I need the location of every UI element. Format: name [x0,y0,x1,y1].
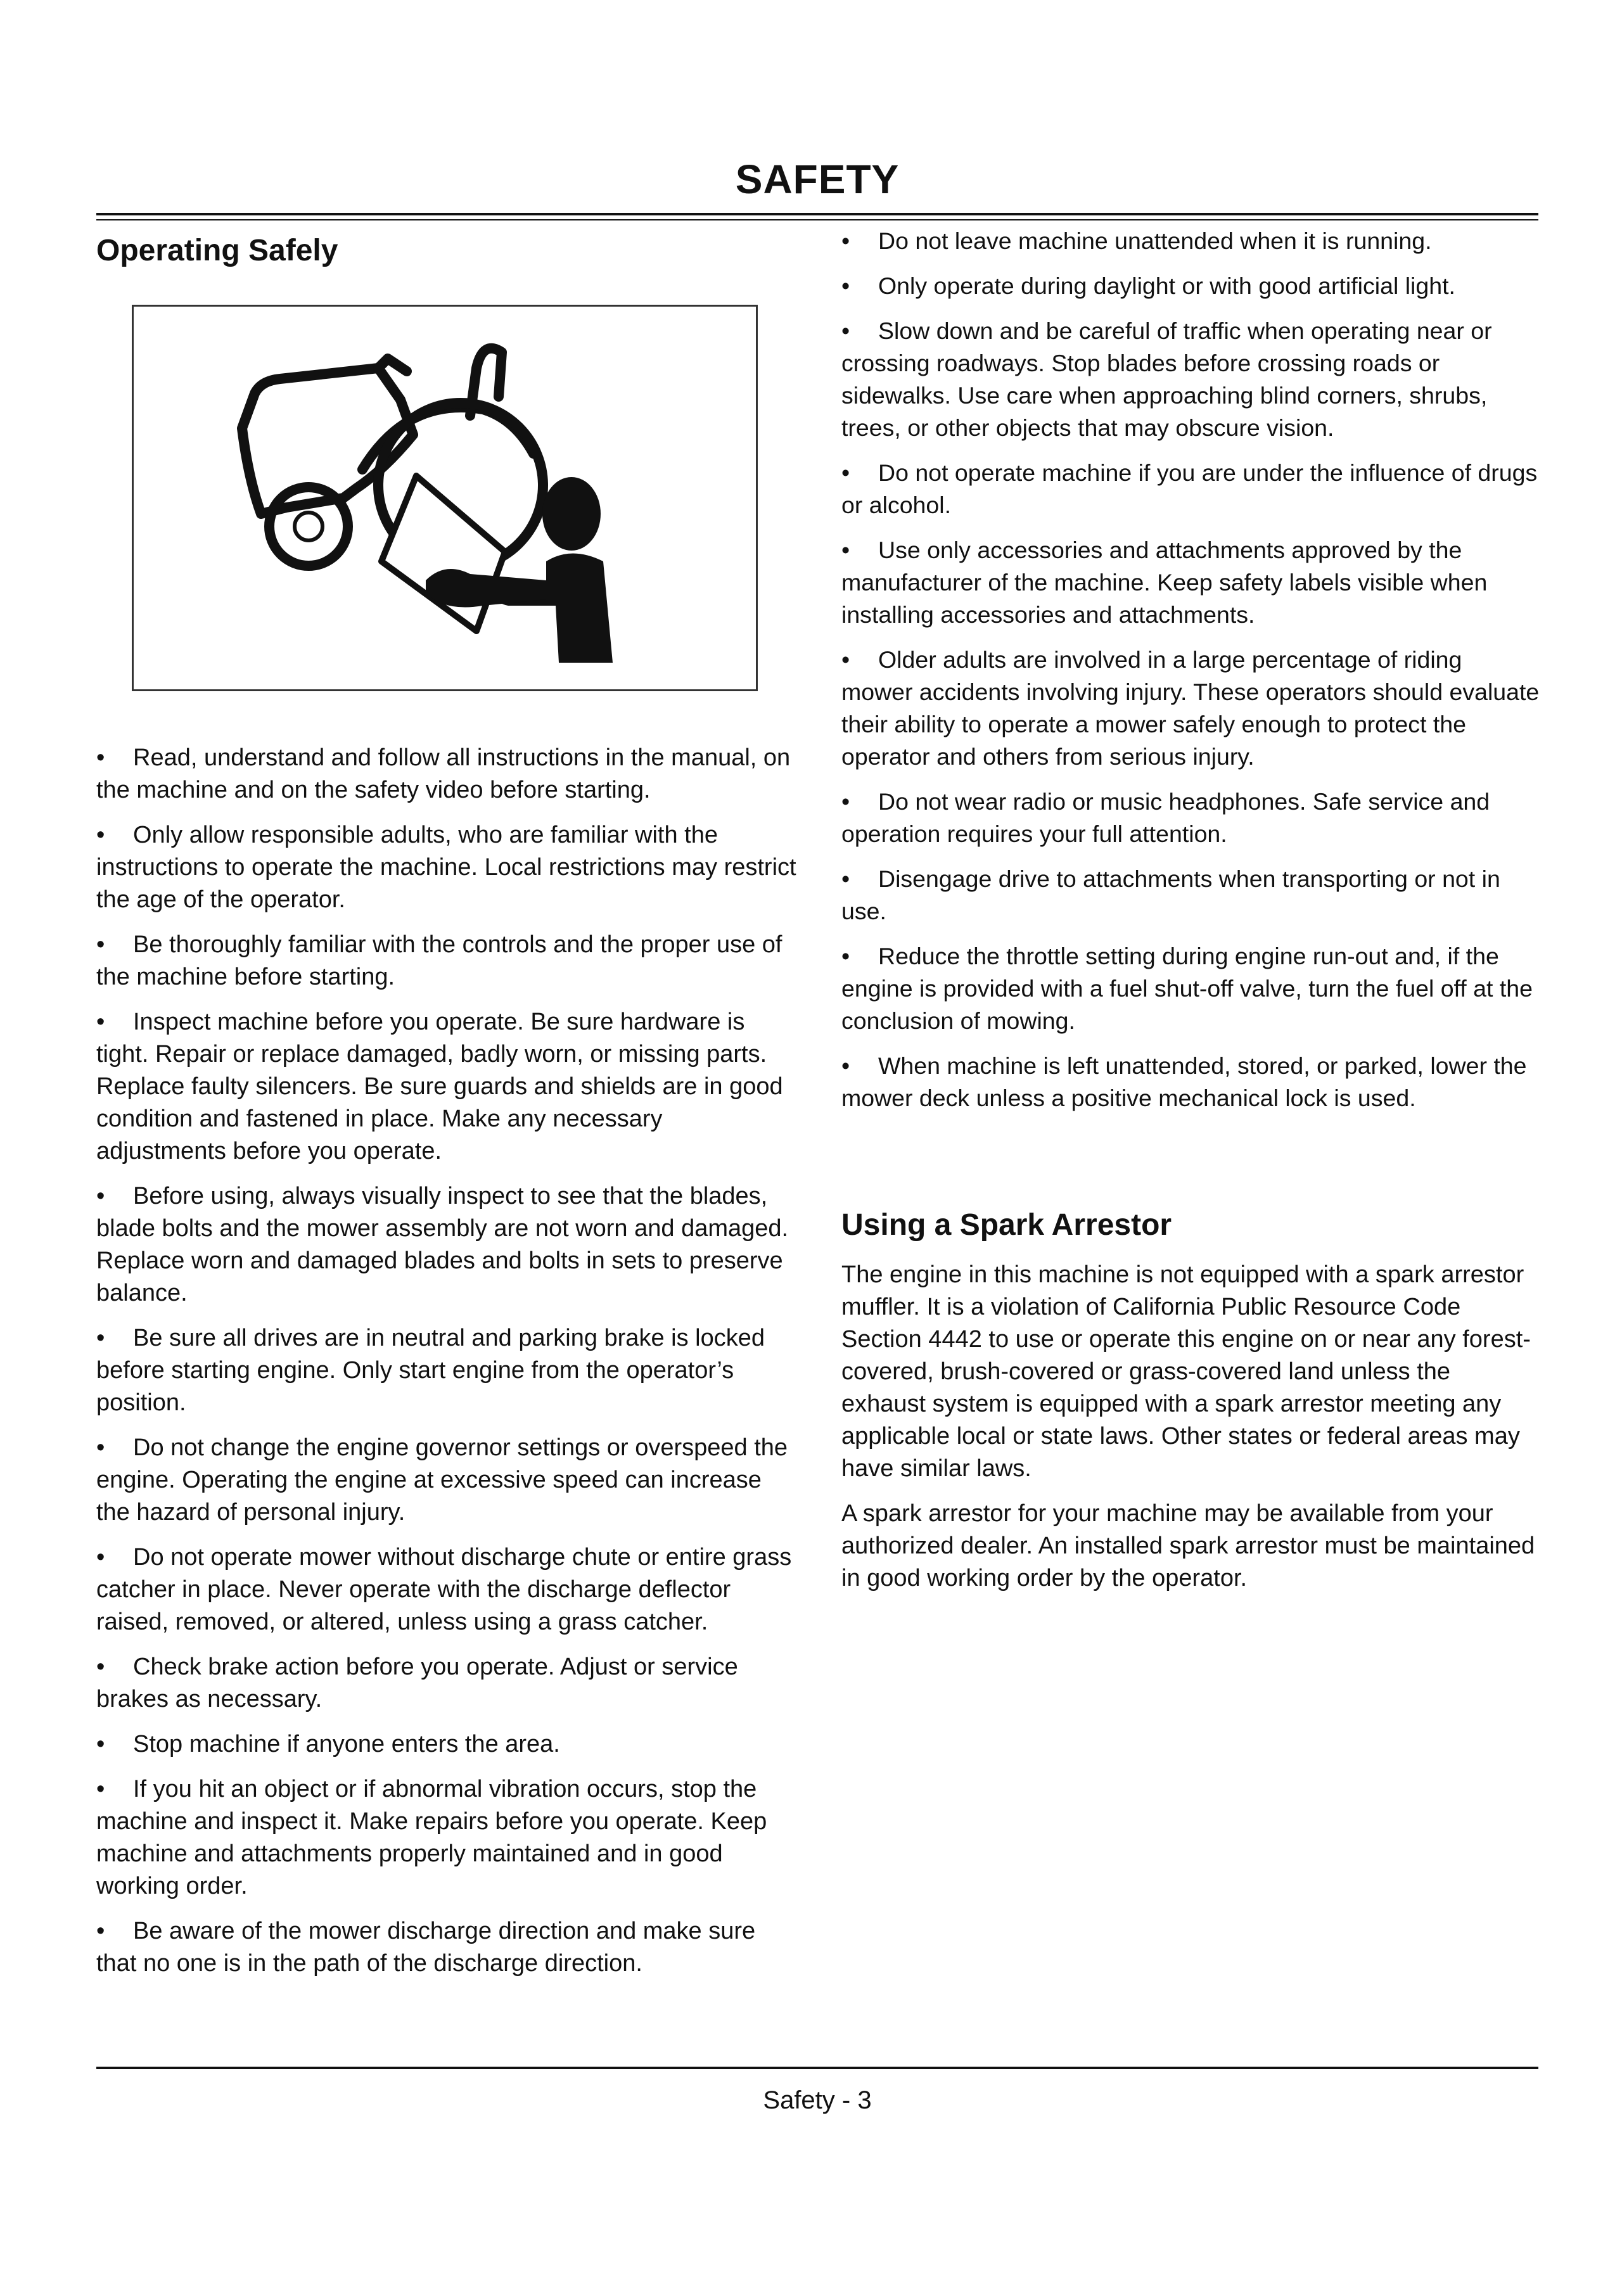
bullet-icon: • [96,822,105,848]
list-item: • Slow down and be careful of traffic when operating near or crossing roadways. Stop blades before crossing roads or sidewalks. Use care when approaching blind corners, shrubs, trees, or other objects that may obscure vision. [841,315,1540,444]
right-column [841,225,1540,1607]
title-rule [96,213,1538,220]
left-column [96,225,797,1993]
list-item: • Do not operate mower without discharge chute or entire grass catcher in place. Never operate with the discharge deflector raised, removed, or altered, unless using a grass catcher. [96,1541,797,1638]
list-item: • Do not change the engine governor settings or overspeed the engine. Operating the engine at excessive speed can increase the hazard of personal injury. [96,1432,797,1529]
list-item: • Do not wear radio or music headphones. Safe service and operation requires your full attention. [841,786,1540,850]
list-item: • Be aware of the mower discharge direction and make sure that no one is in the path of the discharge direction. [96,1915,797,1980]
operating-safely-heading: Operating Safely [96,234,338,267]
bullet-icon: • [841,788,850,815]
bullet-icon: • [96,1325,105,1351]
bullet-icon: • [841,1052,850,1079]
bullet-icon: • [96,931,105,958]
bullet-icon: • [96,1009,105,1035]
list-item: • Stop machine if anyone enters the area. [96,1728,797,1761]
list-item: • Only allow responsible adults, who are familiar with the instructions to operate the machine. Local restrictions may restrict the age of the operator. [96,819,797,916]
spark-arrestor-paragraph: The engine in this machine is not equipped with a spark arrestor muffler. It is a violation of California Public Resource Code Section 4442 to use or operate this engine on or near any forest-covered, brush-covered or grass-covered land unless the exhaust system is equipped with a spark arrestor meeting any applicable local or state laws. Other states or federal areas may have similar laws. [841,1261,1531,1482]
list-item: • Read, understand and follow all instructions in the manual, on the machine and on the safety video before starting. [96,742,797,807]
bullet-icon: • [841,943,850,969]
bullet-icon: • [96,1183,105,1209]
spark-arrestor-heading: Using a Spark Arrestor [841,1208,1172,1242]
list-item: • Older adults are involved in a large percentage of riding mower accidents involving injury. These operators should evaluate their ability to operate a mower safely enough to protect the operator and others from serious injury. [841,644,1540,773]
bullet-icon: • [96,1654,105,1680]
list-item: • When machine is left unattended, stored, or parked, lower the mower deck unless a positive mechanical lock is used. [841,1050,1540,1114]
operating-safely-list [96,742,797,1980]
list-item: • Do not operate machine if you are under the influence of drugs or alcohol. [841,457,1540,521]
list-item: • Disengage drive to attachments when transporting or not in use. [841,863,1540,928]
bullet-icon: • [96,744,105,771]
bullet-icon: • [841,317,850,344]
bullet-icon: • [841,537,850,563]
bullet-icon: • [841,227,850,254]
bullet-icon: • [96,1918,105,1944]
list-item: • If you hit an object or if abnormal vibration occurs, stop the machine and inspect it. Make repairs before you operate. Keep machine and attachments properly maintained and in good working order. [96,1773,797,1903]
operating-safely-list-continued [841,225,1540,1114]
spark-arrestor-paragraph: A spark arrestor for your machine may be available from your authorized dealer. An installed spark arrestor must be maintained in good working order by the operator. [841,1500,1535,1591]
bullet-icon: • [841,459,850,486]
list-item: • Before using, always visually inspect to see that the blades, blade bolts and the mower assembly are not worn and damaged. Replace worn and damaged blades and bolts in sets to preserve balance. [96,1180,797,1310]
list-item: • Use only accessories and attachments approved by the manufacturer of the machine. Keep safety labels visible when installing accessories and attachments. [841,534,1540,631]
list-item: • Be thoroughly familiar with the controls and the proper use of the machine before starting. [96,929,797,993]
list-item: • Inspect machine before you operate. Be sure hardware is tight. Repair or replace damaged, badly worn, or missing parts. Replace faulty silencers. Be sure guards and shields are in good condition and fastened in place. Make any necessary adjustments before you operate. [96,1006,797,1168]
bullet-icon: • [96,1544,105,1571]
list-item: • Reduce the throttle setting during engine run-out and, if the engine is provided with a fuel shut-off valve, turn the fuel off at the conclusion of mowing. [841,940,1540,1037]
bullet-icon: • [96,1776,105,1802]
bullet-icon: • [841,646,850,673]
list-item: • Only operate during daylight or with good artificial light. [841,270,1540,302]
tractor-operator-icon [217,333,673,663]
safety-illustration [132,305,758,691]
bullet-icon: • [841,272,850,299]
bullet-icon: • [841,865,850,892]
footer-rule [96,2067,1538,2069]
bullet-icon: • [96,1434,105,1461]
list-item: • Check brake action before you operate. Adjust or service brakes as necessary. [96,1651,797,1716]
page-footer: Safety - 3 [763,2086,872,2114]
page-title: SAFETY [735,156,900,202]
list-item: • Do not leave machine unattended when it is running. [841,225,1540,257]
list-item: • Be sure all drives are in neutral and parking brake is locked before starting engine. Only start engine from the operator’s position. [96,1322,797,1419]
bullet-icon: • [96,1731,105,1757]
